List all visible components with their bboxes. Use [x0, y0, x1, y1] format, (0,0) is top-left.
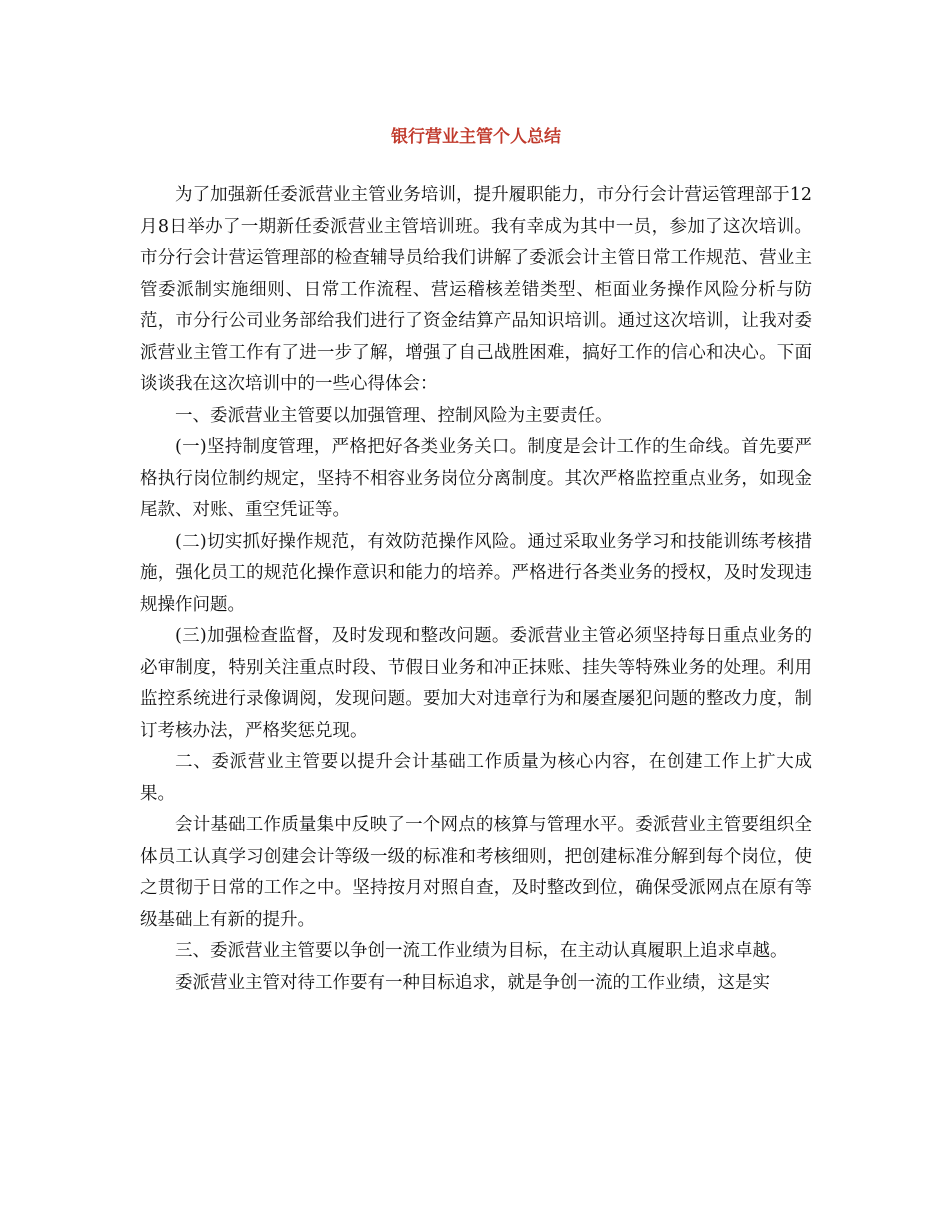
paragraph-section-1-heading: 一、委派营业主管要以加强管理、控制风险为主要责任。: [175, 405, 613, 426]
document-title: 银行营业主管个人总结: [391, 127, 561, 147]
paragraph-section-2-body: 会计基础工作质量集中反映了一个网点的核算与管理水平。委派营业主管要组织全体员工认真学习创建会计等级一级的标准和考核细则，把创建标准分解到每个岗位，使之贯彻于日常的工作之中。坚持按月对照自查，及时整改到位，确保受派网点在原有等级基础上有新的提升。: [140, 815, 812, 930]
paragraph-section-3-heading: 三、委派营业主管要以争创一流工作业绩为目标，在主动认真履职上追求卓越。: [175, 941, 788, 961]
document-body: [140, 180, 812, 999]
paragraph-section-1-item-1: (一)坚持制度管理，严格把好各类业务关口。制度是会计工作的生命线。首先要严格执行岗位制约规定，坚持不相容业务岗位分离制度。其次严格监控重点业务，如现金尾款、对账、重空凭证等。: [140, 437, 812, 520]
paragraph-section-1-item-2: (二)切实抓好操作规范，有效防范操作风险。通过采取业务学习和技能训练考核措施，强化员工的规范化操作意识和能力的培养。严格进行各类业务的授权，及时发现违规操作问题。: [140, 531, 812, 615]
paragraph-section-3-body: 委派营业主管对待工作要有一种目标追求，就是争创一流的工作业绩，这是实: [175, 972, 770, 993]
paragraph-section-2-heading: 二、委派营业主管要以提升会计基础工作质量为核心内容，在创建工作上扩大成果。: [140, 752, 812, 804]
paragraph-section-1-item-3: (三)加强检查监督，及时发现和整改问题。委派营业主管必须坚持每日重点业务的必审制度，特别关注重点时段、节假日业务和冲正抹账、挂失等特殊业务的处理。利用监控系统进行录像调阅，发现问题。要加大对违章行为和屡查屡犯问题的整改力度，制订考核办法，严格奖惩兑现。: [140, 626, 812, 741]
paragraph-intro: 为了加强新任委派营业主管业务培训，提升履职能力，市分行会计营运管理部于12月8日举办了一期新任委派营业主管培训班。我有幸成为其中一员，参加了这次培训。市分行会计营运管理部的检查辅导员给我们讲解了委派会计主管日常工作规范、营业主管委派制实施细则、日常工作流程、营运稽核差错类型、柜面业务操作风险分析与防范，市分行公司业务部给我们进行了资金结算产品知识培训。通过这次培训，让我对委派营业主管工作有了进一步了解，增强了自己战胜困难，搞好工作的信心和决心。下面谈谈我在这次培训中的一些心得体会：: [140, 185, 812, 394]
